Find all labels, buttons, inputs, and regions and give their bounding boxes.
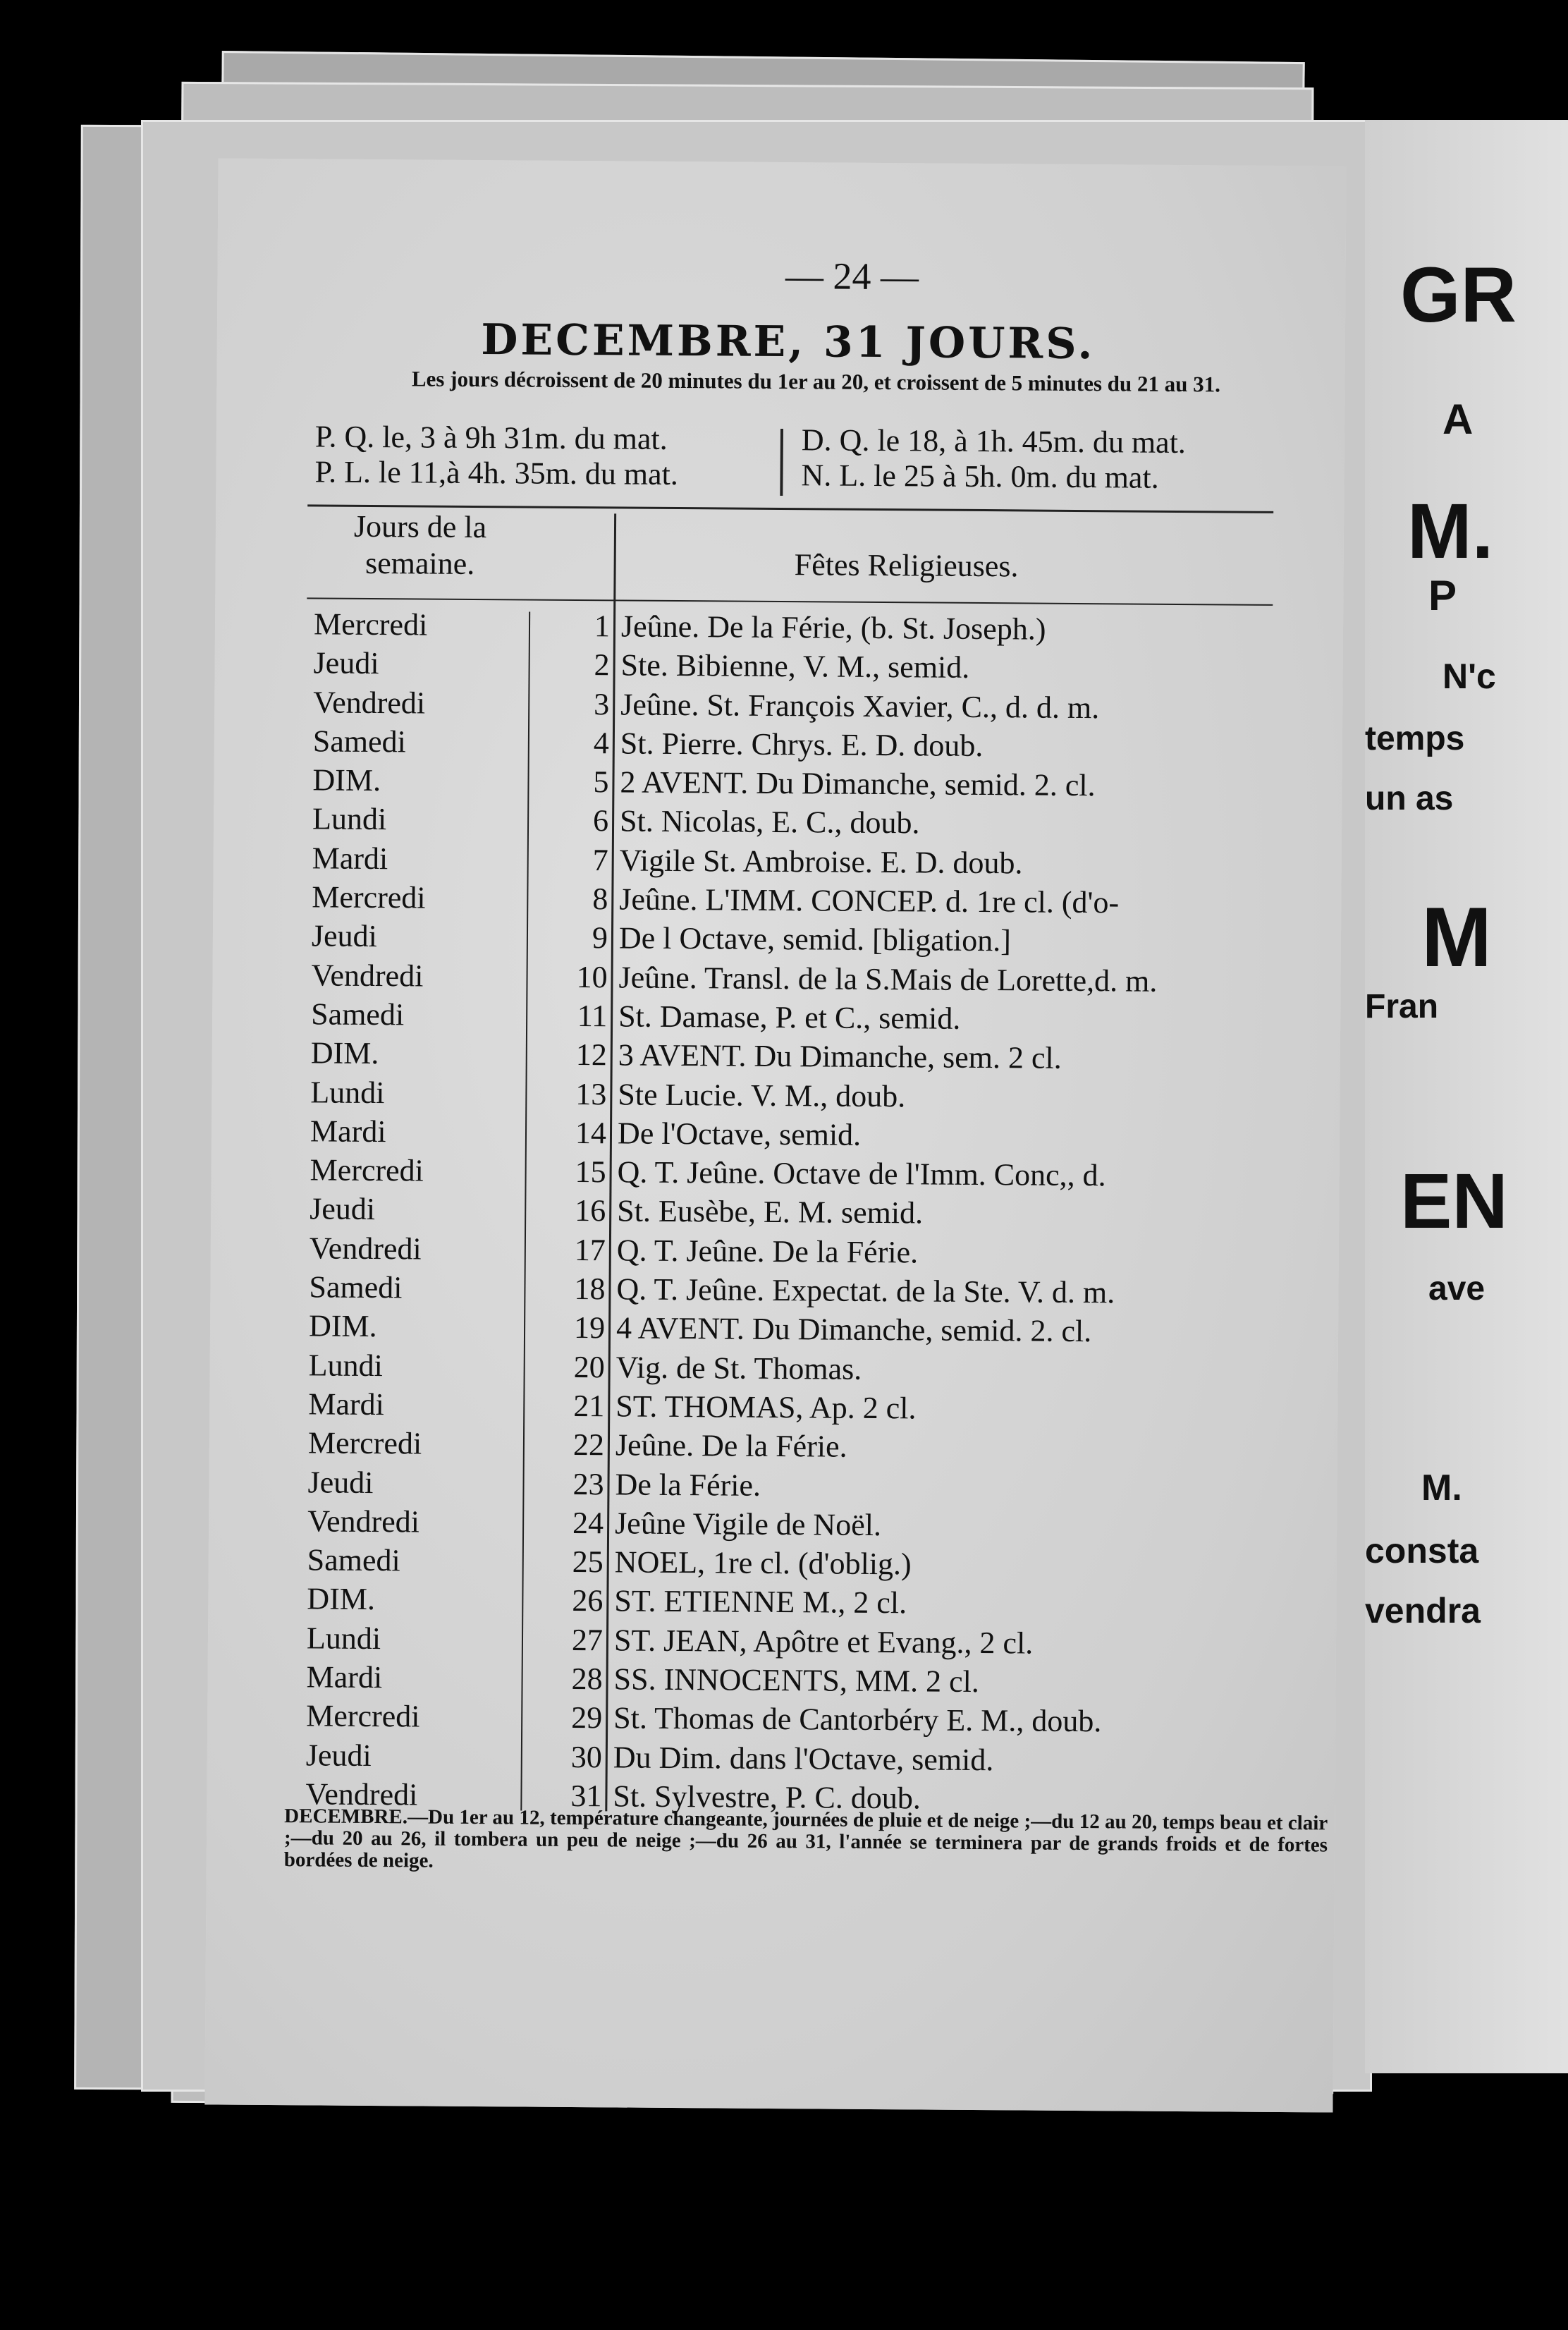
page-subtitle: Les jours décroissent de 20 minutes du 1er au 20, et croissent de 5 minutes du 21 au 31. [411, 366, 1221, 397]
day-number: 13 [575, 1076, 607, 1111]
facing-page-fragment: M. [1407, 488, 1494, 575]
day-number: 11 [577, 999, 608, 1034]
facing-page-fragment: consta [1365, 1531, 1479, 1570]
day-name: Mardi [312, 841, 388, 876]
day-number: 27 [571, 1622, 604, 1658]
day-name: Mardi [308, 1386, 385, 1422]
religious-feast: Jeûne. Transl. de la S.Mais de Lorette,d. m. [618, 960, 1158, 999]
religious-feast: St. Nicolas, E. C., doub. [619, 803, 920, 841]
facing-page [1365, 120, 1568, 2073]
day-name: Vendredi [305, 1776, 418, 1812]
religious-feast: St. Pierre. Chrys. E. D. doub. [620, 726, 984, 763]
facing-page-fragment: M. [1421, 1468, 1462, 1508]
table-row [310, 1228, 1297, 1274]
weather-note [284, 1805, 1328, 1878]
religious-feast: Vig. de St. Thomas. [615, 1350, 862, 1386]
religious-feast: Jeûne. St. François Xavier, C., d. d. m. [620, 687, 1100, 725]
facing-page-fragment: un as [1365, 780, 1454, 817]
day-number: 4 [593, 726, 610, 761]
religious-feast: St. Damase, P. et C., semid. [618, 999, 961, 1036]
religious-feast: St. Eusèbe, E. M. semid. [617, 1193, 924, 1231]
day-name: DIM. [308, 1308, 377, 1344]
day-number: 28 [571, 1661, 603, 1697]
table-row [307, 1541, 1294, 1587]
day-name: Vendredi [309, 1231, 422, 1267]
day-name: Vendredi [307, 1503, 420, 1539]
day-name: DIM. [307, 1581, 376, 1617]
table-row [313, 644, 1300, 690]
day-number: 22 [572, 1427, 605, 1463]
table-row [311, 994, 1298, 1040]
table-row [306, 1657, 1293, 1703]
table-row [313, 683, 1300, 728]
table-row [309, 1346, 1296, 1391]
religious-feast: De l'Octave, semid. [617, 1116, 862, 1152]
day-number: 10 [576, 959, 608, 995]
table-row [306, 1736, 1293, 1781]
day-name: Jeudi [305, 1737, 372, 1773]
day-name: Lundi [310, 1074, 385, 1110]
column-header-days: Jours de la semaine. [353, 508, 487, 582]
table-row [307, 1580, 1294, 1625]
page-number: — 24 — [785, 255, 919, 298]
moon-phase-last-quarter: D. Q. le 18, à 1h. 45m. du mat. [801, 422, 1187, 460]
table-row [309, 1267, 1296, 1313]
facing-page-fragment: P [1428, 572, 1457, 619]
table-row [310, 1111, 1297, 1157]
day-name: Lundi [312, 801, 387, 837]
religious-feast: SS. INNOCENTS, MM. 2 cl. [613, 1661, 980, 1700]
day-name: Lundi [306, 1621, 381, 1656]
day-name: Lundi [308, 1348, 383, 1383]
day-name: Vendredi [311, 958, 424, 994]
table-row [308, 1384, 1295, 1430]
day-number: 2 [594, 647, 610, 683]
table-row [311, 1034, 1298, 1080]
day-name: Mercredi [312, 879, 426, 915]
facing-page-fragment: GR [1400, 252, 1517, 338]
religious-feast: 2 AVENT. Du Dimanche, semid. 2. cl. [620, 764, 1096, 803]
day-number: 14 [575, 1115, 607, 1151]
table-row [307, 1463, 1294, 1508]
day-number: 3 [594, 686, 610, 721]
facing-page-fragment: vendra [1365, 1591, 1481, 1630]
day-name: Jeudi [310, 1191, 376, 1227]
moon-phase-full-moon: P. L. le 11,à 4h. 35m. du mat. [314, 454, 679, 492]
facing-page-fragment: M [1421, 890, 1492, 984]
day-name: DIM. [312, 762, 381, 798]
day-number: 1 [594, 609, 611, 644]
day-number: 7 [592, 842, 608, 878]
day-number: 29 [571, 1700, 603, 1736]
day-name: Samedi [312, 724, 407, 760]
table-row [306, 1697, 1293, 1743]
calendar-table [305, 604, 1301, 1820]
religious-feast: Vigile St. Ambroise. E. D. doub. [619, 843, 1023, 881]
moon-phase-new-moon: N. L. le 25 à 5h. 0m. du mat. [801, 458, 1159, 495]
day-name: Mercredi [310, 1152, 424, 1188]
almanac-page [204, 158, 1346, 2112]
day-name: Samedi [311, 996, 405, 1032]
religious-feast: Ste. Bibienne, V. M., semid. [620, 647, 970, 685]
religious-feast: 3 AVENT. Du Dimanche, sem. 2 cl. [618, 1037, 1062, 1076]
religious-feast: St. Thomas de Cantorbéry E. M., doub. [613, 1700, 1102, 1739]
day-name: Mercredi [313, 606, 428, 642]
religious-feast: De l Octave, semid. [bligation.] [618, 920, 1012, 958]
religious-feast: Q. T. Jeûne. Expectat. de la Ste. V. d. m. [616, 1271, 1115, 1310]
day-name: Samedi [307, 1542, 400, 1578]
religious-feast: Ste Lucie. V. M., doub. [618, 1077, 906, 1114]
day-name: Mardi [306, 1659, 383, 1695]
page-title: DECEMBRE, 31 JOURS. [481, 315, 1096, 370]
day-number: 24 [572, 1505, 604, 1541]
facing-page-fragment: A [1443, 396, 1474, 443]
day-number: 6 [592, 803, 609, 838]
day-number: 20 [573, 1349, 605, 1384]
religious-feast: Q. T. Jeûne. Octave de l'Imm. Conc,, d. [617, 1154, 1106, 1193]
day-number: 19 [573, 1310, 606, 1346]
table-row [310, 1073, 1297, 1118]
religious-feast: Q. T. Jeûne. De la Férie. [616, 1233, 919, 1270]
religious-feast: Du Dim. dans l'Octave, semid. [613, 1740, 994, 1777]
day-name: Samedi [309, 1269, 403, 1305]
table-row [314, 604, 1301, 650]
day-name: Mercredi [306, 1698, 420, 1734]
facing-page-fragment: ave [1428, 1270, 1486, 1307]
day-number: 16 [575, 1193, 606, 1228]
day-number: 5 [593, 764, 609, 800]
table-row [308, 1424, 1295, 1470]
table-row [312, 838, 1299, 884]
day-name: DIM. [310, 1035, 379, 1071]
moon-phase-first-quarter: P. Q. le, 3 à 9h 31m. du mat. [314, 419, 668, 456]
religious-feast: ST. ETIENNE M., 2 cl. [614, 1583, 907, 1621]
religious-feast: 4 AVENT. Du Dimanche, semid. 2. cl. [615, 1310, 1092, 1349]
facing-page-fragment: temps [1365, 720, 1465, 757]
table-row [307, 1618, 1294, 1664]
religious-feast: De la Férie. [615, 1466, 761, 1503]
table-row [312, 800, 1299, 846]
religious-feast: Jeûne. L'IMM. CONCEP. d. 1re cl. (d'o- [619, 882, 1120, 920]
facing-page-fragment: Fran [1365, 988, 1439, 1025]
religious-feast: Jeûne Vigile de Noël. [614, 1506, 882, 1542]
day-number: 12 [575, 1037, 607, 1073]
day-number: 17 [574, 1232, 606, 1268]
weather-note-text: —Du 1er au 12, température changeante, journées de pluie et de neige ;—du 12 au 20, temps beau et clair ;—du 20 au 26, il tombera un peu de neige ;—du 26 au 31, l'année se terminera par de grands froids et de fortes bordées de neige. [283, 1805, 1328, 1872]
religious-feast: NOEL, 1re cl. (d'oblig.) [614, 1544, 912, 1582]
day-name: Mardi [310, 1114, 386, 1149]
table-row [312, 877, 1299, 923]
table-row [309, 1307, 1296, 1353]
day-number: 23 [572, 1466, 604, 1501]
facing-page-fragment: N'c [1443, 657, 1496, 696]
phase-divider [780, 429, 783, 496]
day-number: 9 [592, 920, 608, 956]
day-number: 15 [575, 1154, 606, 1190]
day-number: 18 [574, 1271, 606, 1307]
day-number: 21 [573, 1388, 605, 1424]
table-row [311, 956, 1298, 1001]
day-number: 26 [572, 1583, 604, 1618]
day-name: Jeudi [313, 645, 379, 681]
facing-page-fragment: EN [1400, 1158, 1508, 1245]
day-name: Jeudi [311, 918, 378, 954]
day-number: 8 [592, 882, 608, 917]
day-name: Vendredi [313, 685, 426, 721]
day-number: 30 [570, 1739, 603, 1774]
religious-feast: St. Sylvestre, P. C. doub. [613, 1779, 921, 1816]
table-row [310, 1151, 1297, 1197]
table-row [313, 721, 1300, 767]
day-number: 25 [572, 1544, 604, 1580]
header-bottom-rule [307, 597, 1273, 606]
table-row [312, 917, 1299, 963]
table-row [310, 1190, 1297, 1236]
day-name: Jeudi [307, 1464, 374, 1500]
table-row [312, 761, 1299, 807]
column-header-fetes: Fêtes Religieuses. [794, 547, 1019, 584]
weather-note-label: DECEMBRE. [284, 1805, 408, 1829]
religious-feast: Jeûne. De la Férie. [615, 1427, 847, 1464]
religious-feast: Jeûne. De la Férie, (b. St. Joseph.) [620, 609, 1046, 647]
religious-feast: ST. JEAN, Apôtre et Evang., 2 cl. [613, 1623, 1034, 1661]
table-row [307, 1501, 1294, 1547]
day-name: Mercredi [307, 1425, 422, 1461]
day-number: 31 [570, 1778, 602, 1814]
religious-feast: ST. THOMAS, Ap. 2 cl. [615, 1389, 917, 1426]
